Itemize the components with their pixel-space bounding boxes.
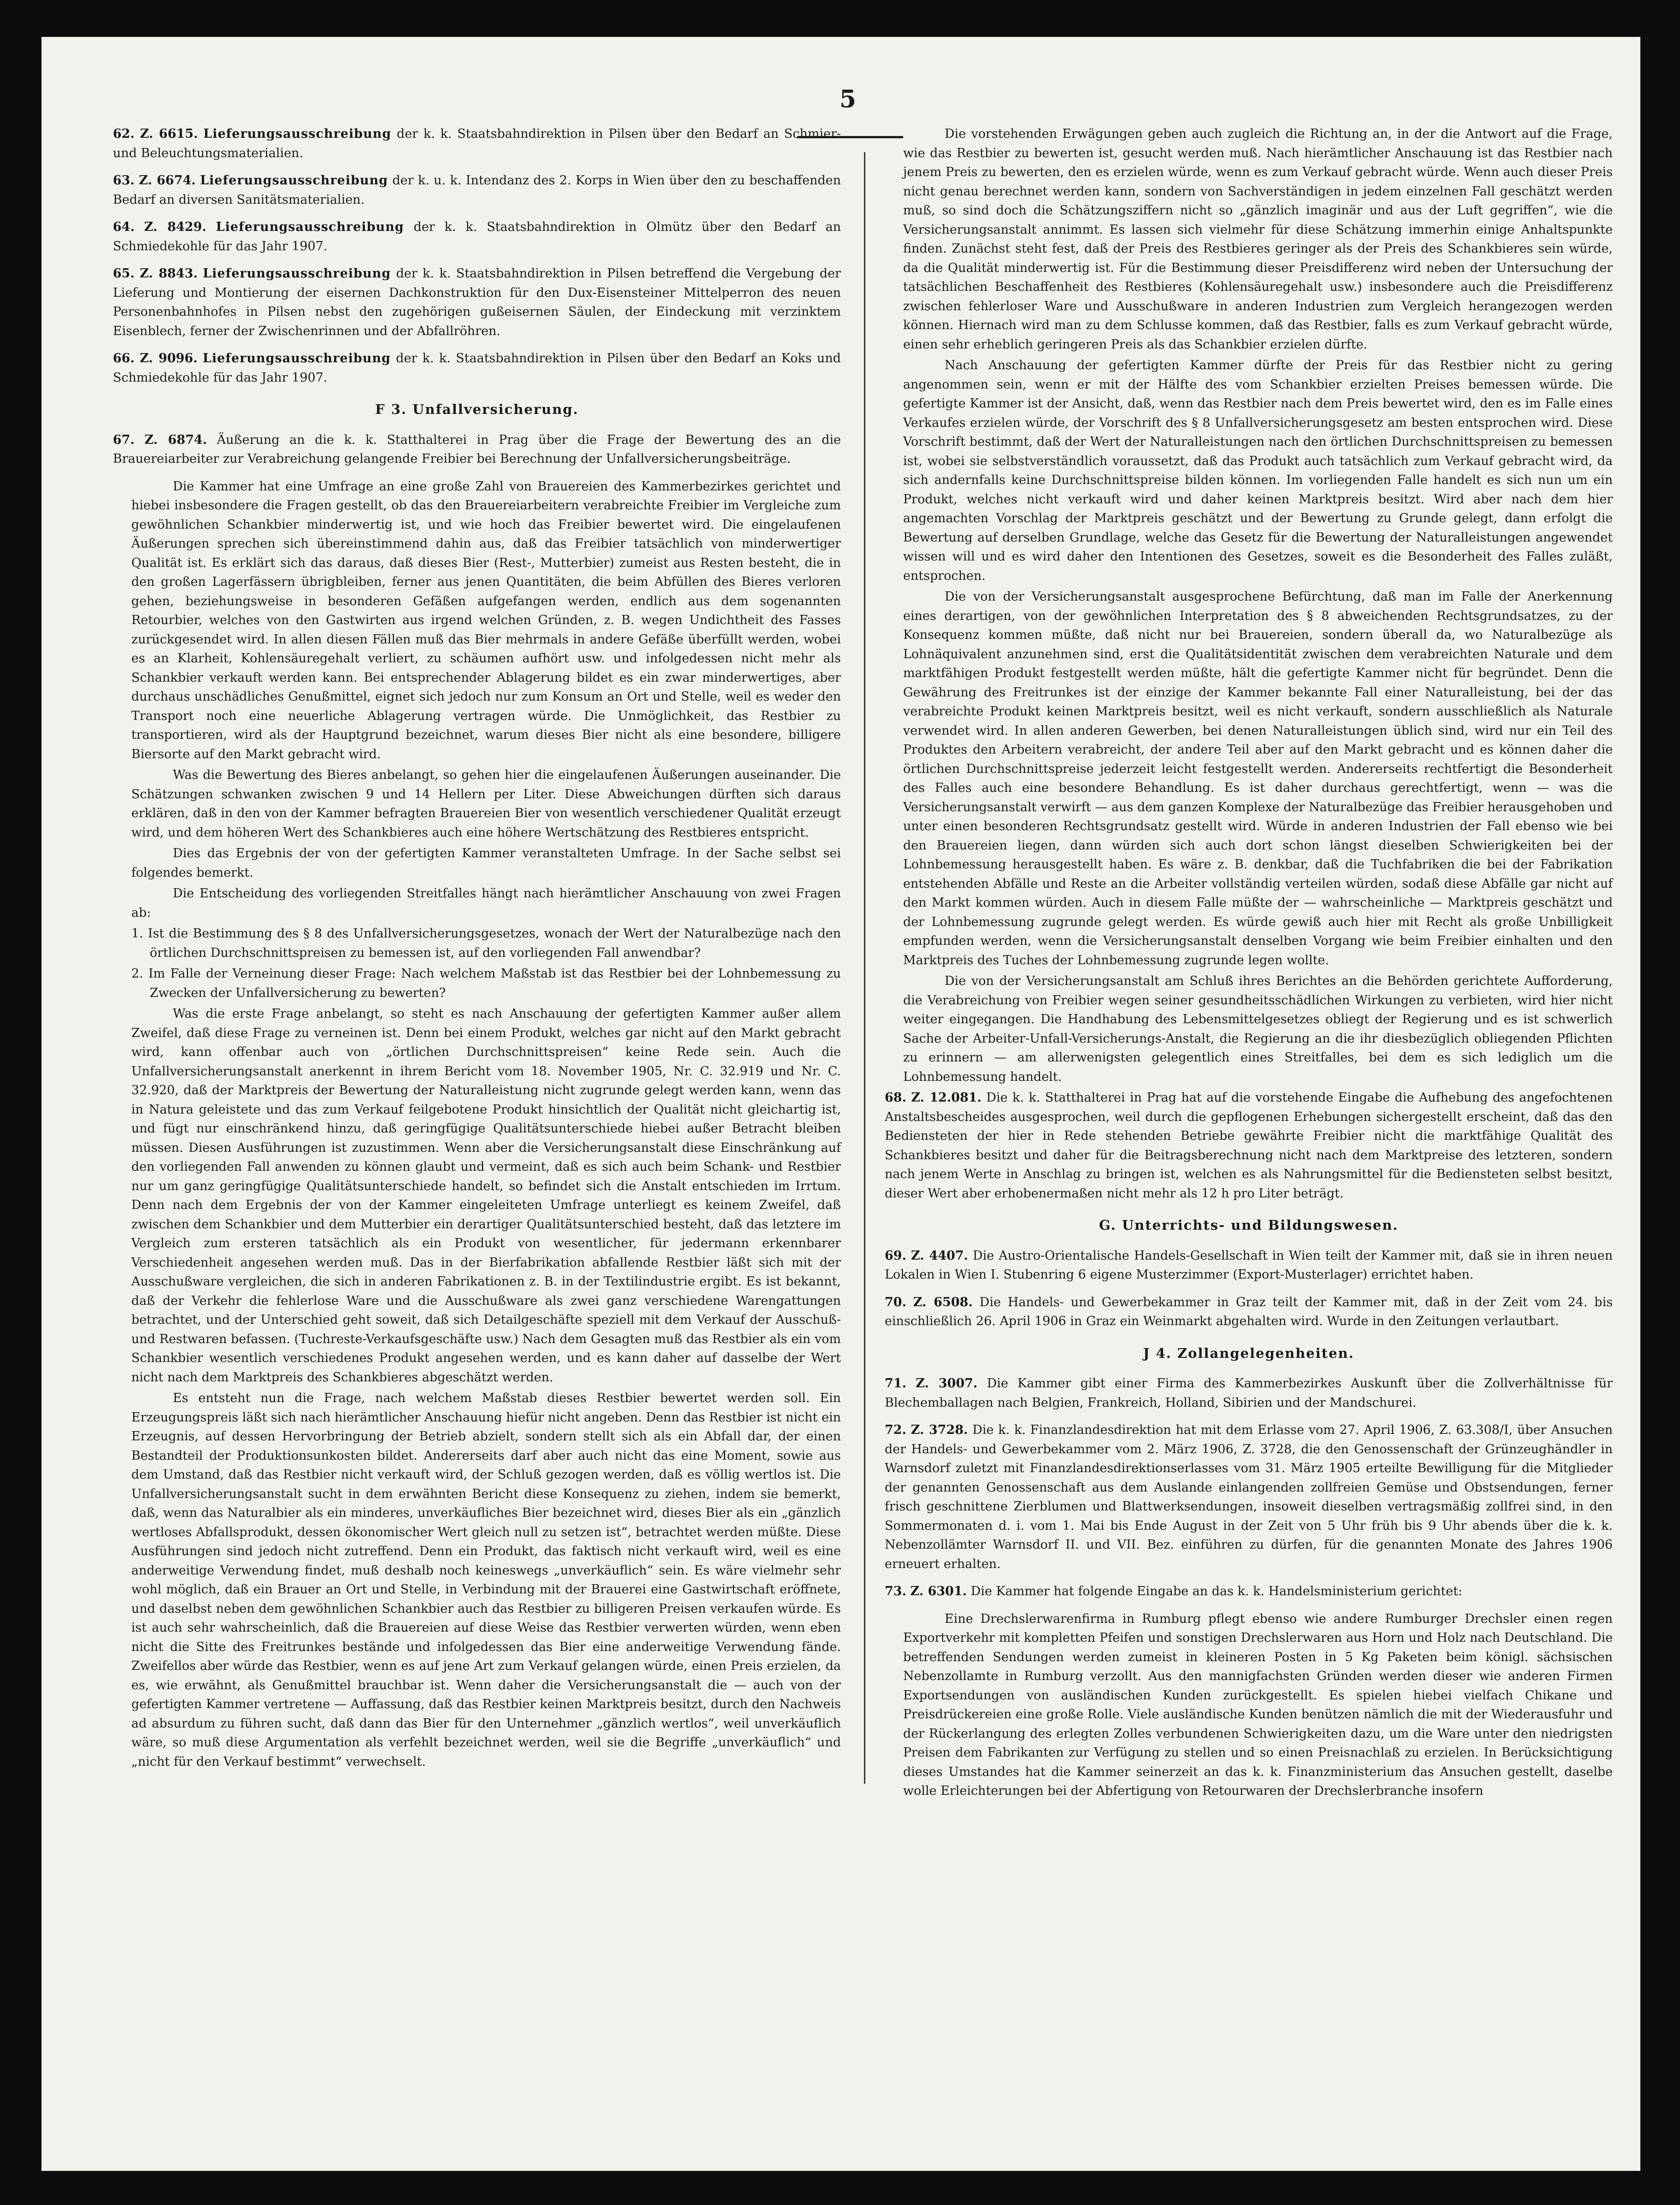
entry-title: Lieferungsausschreibung [202, 351, 391, 366]
entry-text: Die k. k. Statthalterei in Prag hat auf die vorstehende Eingabe die Aufhebung des angefochtenen Anstaltsbescheides ausgesprochen, weil durch die gepflogenen Erhebungen sichergestellt erscheint, daß das den Bediensteten der hier in Rede stehenden Betriebe gewährte Freibier nicht die marktfähige Qualität des Schankbieres besitzt und daher für die Beitragsberechnung nicht nach dem Marktpreise des letzteren, sondern nach jenem Werte in Anschlag zu bringen ist, welchen es als Nahrungsmittel für die Bediensteten selbst besitzt, dieser Wert aber erhobenermaßen nicht mehr als 12 h pro Liter beträgt. [885, 1091, 1613, 1201]
paragraph: Was die erste Frage anbelangt, so steht es nach Anschauung der gefertigten Kammer außer allem Zweifel, daß diese Frage zu verneinen ist. Denn bei einem Produkt, welches gar nicht auf den Markt gebracht wird, kann offenbar auch von „örtlichen Durchschnittspreisen“ keine Rede sein. Auch die Unfallversicherungsanstalt anerkennt in ihrem Bericht vom 18. November 1905, Nr. C. 32.919 und Nr. C. 32.920, daß der Marktpreis der Bewertung der Naturalleistung nicht zugrunde gelegt werden kann, wenn das in Natura geleistete und das zum Verkauf feilgebotene Produkt hinsichtlich der Qualität nicht gleichartig ist, und fügt nur einschränkend hinzu, daß geringfügige Qualitätsunterschiede hiebei außer Betracht bleiben müssen. Diesen Ausführungen ist zuzustimmen. Wenn aber die Versicherungsanstalt diese Einschränkung auf den vorliegenden Fall anwenden zu können glaubt und vermeint, daß es sich auch beim Schank- und Restbier nur um ganz geringfügige Qualitätsunterschiede handelt, so befindet sich die Anstalt entschieden im Irrtum. Denn nach dem Ergebnis der von der Kammer eingeleiteten Umfrage unterliegt es keinem Zweifel, daß zwischen dem Schankbier und dem Mutterbier ein derartiger Qualitätsunterschied besteht, daß das letztere im Vergleich zum ersteren tatsächlich als ein Produkt von wesentlicher, für jedermann erkennbarer Verschiedenheit angesehen werden muß. Das in der Bierfabrikation abfallende Restbier läßt sich mit der Ausschußware vergleichen, die sich in anderen Fabrikationen z. B. in der Textilindustrie ergibt. Es ist bekannt, daß der Verkehr die fehlerlose Ware und die Ausschußware als zwei ganz verschiedene Warengattungen betrachtet, und der Unterschied geht soweit, daß sich Detailgeschäfte speziell mit dem Verkauf der Ausschuß- und Restwaren befassen. (Tuchreste-Verkaufsgeschäfte usw.) Nach dem Gesagten muß das Restbier als ein vom Schankbier wesentlich verschiedenes Produkt angesehen werden, und es kann daher auf dasselbe der Wert nicht nach dem Marktpreis des Schankbieres abgeschätzt werden. [131, 1007, 841, 1385]
entry-text: Die k. k. Finanzlandesdirektion hat mit dem Erlasse vom 27. April 1906, Z. 63.308/I, über Ansuchen der Handels- und Gewerbekammer vom 2. März 1906, Z. 3728, die den Genossenschaft der Grünzeughändler in Warnsdorf zuletzt mit Finanzlandesdirektionserlasses vom 31. März 1905 erteilte Bewilligung für die Mitglieder der genannten Genossenschaft aus dem Auslande einlangenden zollfreien Gemüse und Obstsendungen, ferner frisch geschnittene Zierblumen und Blattwerksendungen, insoweit dieselben vertragsmäßig zollfrei sind, in den Sommermonaten d. i. vom 1. Mai bis Ende August in der Zeit von 5 Uhr früh bis 9 Uhr abends über die k. k. Nebenzollämter Warnsdorf II. und VII. Bez. einführen zu dürfen, für die genannten Monate des Jahres 1906 erneuert erhalten. [885, 1423, 1613, 1571]
section-heading-g: G. Unterrichts- und Bildungswesen. [1099, 1217, 1398, 1233]
zoll-entry [885, 1582, 1613, 1601]
entry-number: 72. [885, 1423, 906, 1437]
entry-reference: Z. 3728. [910, 1423, 968, 1437]
zoll-entry [885, 1374, 1613, 1412]
entry-reference: Z. 8429. [144, 220, 206, 234]
entry-title: Lieferungsausschreibung [203, 266, 391, 281]
paragraph: Eine Drechslerwarenfirma in Rumburg pflegt ebenso wie andere Rumburger Drechsler einen regen Exportverkehr mit kompletten Pfeifen und sonstigen Drechslerwaren aus Horn und Holz nach Deutschland. Die betreffenden Sendungen werden zumeist in kleineren Posten in 5 Kg Paketen beim königl. sächsischen Nebenzollamte in Rumburg verzollt. Aus den mannigfachsten Gründen werden dieser wie anderen Firmen Exportsendungen von ausländischen Kunden zurückgestellt. Es spielen hiebei vielfach Chikane und Preisdrückereien eine große Rolle. Viele ausländische Kunden benützen nämlich die mit der Wiederausfuhr und der Rückerlangung des erlegten Zolles verbundenen Schwierigkeiten dazu, um die Ware unter den niedrigsten Preisen dem Fabrikanten zur Verfügung zu stellen und so einen Preisnachlaß zu erzielen. In Berücksichtigung dieses Umstandes hat die Kammer seinerzeit an das k. k. Finanzministerium das Ansuchen gestellt, daselbe wolle Erleichterungen bei der Abfertigung von Retourwaren der Drechslerbranche insofern [903, 1611, 1613, 1798]
section-heading-j4: J 4. Zollangelegenheiten. [1143, 1345, 1355, 1361]
entry-number: 67. [113, 432, 135, 447]
entry-reference: Z. 12.081. [911, 1091, 982, 1105]
entry-text: Die Handels- und Gewerbekammer in Graz teilt der Kammer mit, daß in der Zeit vom 24. bis einschließlich 26. April 1906 in Graz ein Weinmarkt abgehalten wird. Wurde in den Zeitungen verlautbart. [885, 1295, 1613, 1328]
entry-text: Die Kammer gibt einer Firma des Kammerbezirkes Auskunft über die Zollverhältnisse für Blechemballagen nach Belgien, Frankreich, Holland, Sibirien und der Mandschurei. [885, 1376, 1613, 1410]
entry-67-continuation [885, 124, 1613, 1086]
entry-title: Lieferungsausschreibung [200, 173, 388, 188]
lieferung-entry [113, 349, 841, 387]
question-item: 1. Ist die Bestimmung des § 8 des Unfallversicherungsgesetzes, wonach der Wert der Naturalbezüge nach den örtlichen Durchschnittspreisen zu bemessen ist, auf den vorliegenden Fall anwendbar? [131, 926, 841, 960]
paragraph: Die Kammer hat eine Umfrage an eine große Zahl von Brauereien des Kammerbezirkes gerichtet und hiebei insbesondere die Fragen gestellt, ob das den Brauereiarbeitern verabreichte Freibier im Vergleiche zum gewöhnlichen Schankbier minderwertig ist, und wie hoch das Freibier bewertet wird. Die eingelaufenen Äußerungen sprechen sich übereinstimmend dahin aus, daß das Freibier tatsächlich von minderwertiger Qualität ist. Es erklärt sich das daraus, daß dieses Bier (Rest-, Mutterbier) zumeist aus Resten besteht, die in den großen Lagerfässern übrigbleiben, ferner aus jenen Quantitäten, die beim Abfüllen des Bieres verloren gehen, beziehungsweise in besonderen Gefäßen aufgefangen werden, endlich aus dem sogenannten Retourbier, welches von den Gastwirten aus irgend welchen Gründen, z. B. wegen Undichtheit des Fasses zurückgesendet wird. In allen diesen Fällen muß das Bier mehrmals in andere Gefäße überfüllt werden, wobei es an Klarheit, Kohlensäuregehalt verliert, zu schäumen aufhört usw. und infolgedessen nicht mehr als Schankbier verkauft werden kann. Bei entsprechender Ablagerung bildet es ein zwar minderwertiges, aber durchaus unschädliches Genußmittel, eignet sich jedoch nur zum Konsum an Ort und Stelle, weil es weder den Transport noch eine neuerliche Ablagerung vertragen würde. Die Unmöglichkeit, das Restbier zu transportieren, wird als der Hauptgrund bezeichnet, warum dieses Bier nicht als eine besondere, billigere Biersorte auf den Markt gebracht wird. [131, 479, 841, 761]
entry-text: der k. k. Staatsbahndirektion in Pilsen über den Bedarf an Schmier- und Beleuchtungsmaterialien. [113, 127, 841, 160]
entry-title: Lieferungsausschreibung [216, 220, 404, 234]
entry-number: 68. [885, 1091, 906, 1105]
entry-reference: Z. 6508. [913, 1295, 973, 1309]
entry-text: der k. u. k. Intendanz des 2. Korps in Wien über den zu beschaffenden Bedarf an diversen Sanitätsmaterialien. [113, 173, 841, 207]
right-column [885, 124, 1613, 1803]
unterricht-entry [885, 1293, 1613, 1331]
entry-reference: Z. 6615. [140, 127, 198, 141]
paragraph: Was die Bewertung des Bieres anbelangt, so gehen hier die eingelaufenen Äußerungen auseinander. Die Schätzungen schwanken zwischen 9 und 14 Hellern per Liter. Diese Abweichungen dürften sich daraus erklären, daß in den von der Kammer befragten Brauereien Bier von wesentlich verschiedener Qualität erzeugt wird, und dem höheren Wert des Schankbieres auch eine höhere Wertschätzung des Restbieres entspricht. [131, 768, 841, 840]
page-number: 5 [839, 85, 857, 113]
left-column [113, 124, 841, 1773]
entry-title: Lieferungsausschreibung [203, 127, 392, 141]
paragraph: Dies das Ergebnis der von der gefertigten Kammer veranstalteten Umfrage. In der Sache selbst sei folgendes bemerkt. [131, 846, 841, 880]
paragraph: Nach Anschauung der gefertigten Kammer dürfte der Preis für das Restbier nicht zu gering angenommen sein, wenn er mit der Hälfte des vom Schankbier erzielten Preises bemessen würde. Die gefertigte Kammer ist der Ansicht, daß, wenn das Restbier nach dem Preis bewertet wird, den es im Falle eines Verkaufes erzielen würde, der Vorschrift des § 8 Unfallversicherungsgesetz am besten entsprochen wird. Diese Vorschrift bestimmt, daß der Wert der Naturalleistungen nach den örtlichen Durchschnittspreisen zu bemessen ist, wobei sie selbstverständlich voraussetzt, daß das Produkt auch tatsächlich zum Verkauf gebracht wird, da sich andernfalls keine Durchschnittspreise bilden können. Im vorliegenden Falle handelt es sich nun um ein Produkt, welches nicht verkauft wird und daher keinen Marktpreis besitzt. Wird aber nach dem hier angemachten Vorschlag der Marktpreis geschätzt und der Bewertung zu Grunde gelegt, dann erfolgt die Bewertung auf derselben Grundlage, welche das Gesetz für die Bewertung der Naturalleistungen angewendet wissen will und es wird daher den Intentionen des Gesetzes, soweit es die Besonderheit des Falles zuläßt, entsprochen. [903, 358, 1613, 583]
lieferung-entry [113, 124, 841, 163]
entry-reference: Z. 6674. [139, 173, 196, 188]
entry-number: 69. [885, 1248, 906, 1263]
paragraph: Es entsteht nun die Frage, nach welchem Maßstab dieses Restbier bewertet werden soll. Ein Erzeugungspreis läßt sich nach hierämtlicher Anschauung hiefür nicht angeben. Denn das Restbier ist nicht ein Erzeugnis, auf dessen Hervorbringung der Betrieb abzielt, sondern stellt sich als ein Abfall dar, der einen Bestandteil der Produktionsunkosten bildet. Andererseits darf aber auch nicht das eine Moment, sowie aus dem Umstand, daß das Restbier nicht verkauft wird, der Schluß gezogen werden, daß es völlig wertlos ist. Die Unfallversicherungsanstalt sucht in dem erwähnten Bericht diese Konsequenz zu ziehen, indem sie bemerkt, daß, wenn das Naturalbier als ein minderes, unverkäufliches Bier bezeichnet wird, dieses Bier als ein „gänzlich wertloses Abfallsprodukt, dessen ökonomischer Wert gleich null zu setzen ist“, betrachtet werden müßte. Diese Ausführungen sind jedoch nicht zutreffend. Denn ein Produkt, das faktisch nicht verkauft wird, weil es eine anderweitige Verwendung findet, muß deshalb noch keineswegs „unverkäuflich“ sein. Es wäre vielmehr sehr wohl möglich, daß ein Brauer an Ort und Stelle, in Verbindung mit der Brauerei eine Gastwirtschaft eröffnete, und daselbst neben dem gewöhnlichen Schankbier auch das Restbier zu billigeren Preisen verkaufen würde. Es ist auch sehr wahrscheinlich, daß die Brauereien auf diese Weise das Restbier verwerten würden, wenn eben nicht die Sitte des Freitrunkes bestände und infolgedessen das Bier eine anderweitige Verwendung fände. Zweifellos aber würde das Restbier, wenn es auf jene Art zum Verkauf gelangen würde, einen Preis erzielen, da es, wie erwähnt, als Genußmittel brauchbar ist. Wenn daher die Versicherungsanstalt die — auch von der gefertigten Kammer vertretene — Auffassung, daß das Restbier keinen Marktpreis besitzt, durch den Nachweis ad absurdum zu führen sucht, daß dann das Bier für den Unternehmer „gänzlich wertlos“, weil unverkäuflich wäre, so muß diese Argumentation als verfehlt bezeichnet werden, weil sie die Begriffe „unverkäuflich“ und „nicht für den Verkauf bestimmt“ verwechselt. [131, 1391, 841, 1769]
paragraph: Die von der Versicherungsanstalt am Schluß ihres Berichtes an die Behörden gerichtete Aufforderung, die Verabreichung von Freibier wegen seiner gesundheitsschädlichen Wirkungen zu verbieten, wird hier nicht weiter eingegangen. Die Handhabung des Lebensmittelgesetzes obliegt der Regierung und es ist schwerlich Sache der Arbeiter-Unfall-Versicherungs-Anstalt, die Regierung an die ihr diesbezüglich obliegenden Pflichten zu erinnern — am allerwenigsten gelegentlich eines Streitfalles, bei dem es sich lediglich um die Lohnbemessung handelt. [903, 974, 1613, 1084]
entry-number: 73. [885, 1584, 906, 1598]
entry-text: Die Kammer hat folgende Eingabe an das k. k. Handelsministerium gerichtet: [970, 1584, 1463, 1598]
entry-67-body [113, 477, 841, 1772]
entry-73-body [885, 1610, 1613, 1801]
entry-text: der k. k. Staatsbahndirektion in Pilsen betreffend die Vergebung der Lieferung und Montierung der eisernen Dachkonstruktion für den Dux-Eisensteiner Mittelperron des neuen Personenbahnhofes in Pilsen nebst den zugehörigen gußeisernen Säulen, der Eindeckung mit verzinktem Eisenblech, ferner der Zwischenrinnen und der Abfallröhren. [113, 266, 841, 338]
entry-number: 63. [113, 173, 135, 188]
paragraph: Die Entscheidung des vorliegenden Streitfalles hängt nach hierämtlicher Anschauung von zwei Fragen ab: [131, 886, 841, 920]
lieferung-entry [113, 218, 841, 256]
unterricht-entry [885, 1246, 1613, 1285]
entry-reference: Z. 4407. [911, 1248, 969, 1263]
entry-reference: Z. 8843. [140, 266, 198, 281]
entry-text: der k. k. Staatsbahndirektion in Pilsen über den Bedarf an Koks und Schmiedekohle für das Jahr 1907. [113, 351, 841, 385]
paragraph: Die von der Versicherungsanstalt ausgesprochene Befürchtung, daß man im Falle der Anerkennung eines derartigen, von der gewöhnlichen Interpretation des § 8 abweichenden Rechtsgrundsatzes, zu der Konsequenz kommen müßte, daß nicht nur bei Brauereien, sondern überall da, wo Naturalbezüge als Lohnäquivalent anzunehmen sind, erst die Qualitätsidentität zwischen dem verabreichten Naturale und dem marktfähigen Produkt festgestellt werden müßte, hält die gefertigte Kammer nicht für begründet. Denn die Gewährung des Freitrunkes ist der einzige der Kammer bekannte Fall einer Naturalleistung, bei der das verabreichte Produkt keinen Marktpreis besitzt, weil es nicht verkauft, sondern ausschließlich als Naturale verwendet wird. In allen anderen Gewerben, bei denen Naturalleistungen üblich sind, wird nur ein Teil des Produktes den Arbeitern verabreicht, der andere Teil aber auf den Markt gebracht und es können daher die örtlichen Durchschnittspreise jederzeit leicht festgestellt werden. Andererseits rechtfertigt die Besonderheit des Falles auch eine besondere Behandlung. Es ist daher durchaus gerechtfertigt, wenn — was die Versicherungsanstalt verwirft — aus dem ganzen Komplexe der Naturalbezüge das Freibier herausgehoben und unter einen besonderen Rechtsgrundsatz gestellt wird. Würde in anderen Industrien der Fall ebenso wie bei den Brauereien liegen, dann würden sich auch dort schon längst dieselben Schwierigkeiten bei der Lohnbemessung herausgestellt haben. Es wäre z. B. denkbar, daß die Tuchfabriken die bei der Fabrikation entstehenden Abfälle und Reste an die Arbeiter vollständig verteilen würden, sodaß diese Abfälle gar nicht auf den Markt kommen würden. Auch in diesem Falle müßte der — wahrscheinliche — Marktpreis geschätzt und der Lohnbemessung zugrunde gelegt werden. Es würde gewiß auch hier mit Recht als große Unbilligkeit empfunden werden, wenn die Versicherungsanstalt denselben Vorgang wie beim Freibier einhalten und den Marktpreis des Tuches der Lohnbemessung zugrunde legen wollte. [903, 590, 1613, 967]
entry-68 [885, 1088, 1613, 1203]
question-item: 2. Im Falle der Verneinung dieser Frage: Nach welchem Maßstab ist das Restbier bei der Lohnbemessung zu Zwecken der Unfallversicherung zu bewerten? [131, 967, 841, 1000]
section-heading-f3: F 3. Unfallversicherung. [375, 401, 579, 417]
entry-number: 62. [113, 127, 135, 141]
entry-reference: Z. 6301. [910, 1584, 967, 1598]
entry-number: 71. [885, 1376, 906, 1391]
entry-text: Die Austro-Orientalische Handels-Gesellschaft in Wien teilt der Kammer mit, daß sie in ihren neuen Lokalen in Wien I. Stubenring 6 eigene Musterzimmer (Export-Musterlager) errichtet haben. [885, 1248, 1613, 1282]
zoll-entry [885, 1421, 1613, 1574]
entry-number: 66. [113, 351, 135, 366]
entry-text: der k. k. Staatsbahndirektion in Olmütz über den Bedarf an Schmiedekohle für das Jahr 1907. [113, 220, 841, 254]
column-divider [864, 152, 865, 1784]
entry-reference: Z. 3007. [916, 1376, 978, 1391]
lieferung-entry [113, 171, 841, 209]
entry-reference: Z. 6874. [144, 432, 207, 447]
lieferung-entry [113, 264, 841, 341]
entry-number: 64. [113, 220, 135, 234]
entry-text: Äußerung an die k. k. Statthalterei in Prag über die Frage der Bewertung des an die Brauereiarbeiter zur Verabreichung gelangende Freibier bei Berechnung der Unfallversicherungsbeiträge. [113, 432, 841, 466]
paragraph: Die vorstehenden Erwägungen geben auch zugleich die Richtung an, in der die Antwort auf die Frage, wie das Restbier zu bewerten ist, gesucht werden muß. Nach hierämtlicher Anschauung ist das Restbier nach jenem Preis zu bewerten, den es erzielen würde, wenn es zum Verkauf gebracht würde. Wenn auch dieser Preis nicht genau berechnet werden kann, sondern von Sachverständigen in jedem einzelnen Fall geschätzt werden muß, so sind doch die Schätzungsziffern nicht so „gänzlich imaginär und aus der Luft gegriffen“, wie die Versicherungsanstalt annimmt. Es lassen sich vielmehr für diese Schätzung immerhin einige Anhaltspunkte finden. Zunächst steht fest, daß der Preis des Restbieres geringer als der Preis des Schankbieres sein würde, da die Qualität minderwertig ist. Für die Bestimmung dieser Preisdifferenz wird neben der Untersuchung der tatsächlichen Beschaffenheit des Restbieres (Kohlensäuregehalt usw.) insbesondere auch die Preisdifferenz zwischen fehlerloser Ware und Ausschußware in anderen Industrien zum Vergleich herangezogen werden können. Hiernach wird man zu dem Schlusse kommen, daß das Restbier, falls es zum Verkauf gebracht würde, einen sehr erheblich geringeren Preis als das Schankbier erzielen dürfte. [903, 127, 1613, 352]
entry-number: 70. [885, 1295, 906, 1309]
entry-reference: Z. 9096. [140, 351, 198, 366]
newspaper-page [41, 37, 1640, 2171]
entry-number: 65. [113, 266, 135, 281]
entry-67 [113, 430, 841, 469]
